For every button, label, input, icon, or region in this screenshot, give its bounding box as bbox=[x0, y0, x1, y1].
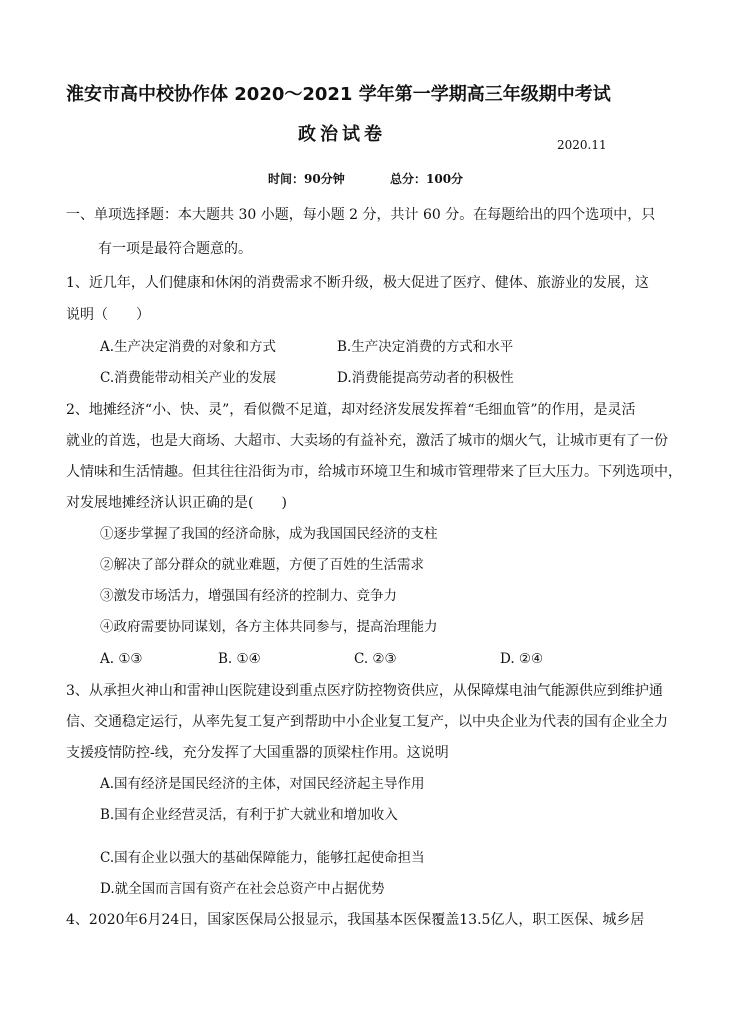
q3-stem-cont-1: 信、交通稳定运行，从率先复工复产到帮助中小企业复工复产，以中央企业为代表的国有企业全力 bbox=[66, 714, 668, 730]
q3-option-c: C.国有企业以强大的基础保障能力，能够扛起使命担当 bbox=[100, 850, 425, 866]
q2-stem: 2、地摊经济“小、快、灵”，看似微不足道，却对经济发展发挥着“毛细血管”的作用，是灵活 bbox=[66, 402, 636, 418]
q1-option-c: C.消费能带动相关产业的发展 bbox=[100, 370, 277, 386]
q2-statement-3: ③激发市场活力，增强国有经济的控制力、竞争力 bbox=[100, 588, 397, 604]
q2-option-a: A. ①③ bbox=[100, 651, 143, 667]
q3-option-a: A.国有经济是国民经济的主体，对国民经济起主导作用 bbox=[100, 776, 425, 792]
q3-stem: 3、从承担火神山和雷神山医院建设到重点医疗防控物资供应，从保障煤电油气能源供应到维护通 bbox=[66, 683, 663, 699]
q3-option-b: B.国有企业经营灵活，有利于扩大就业和增加收入 bbox=[100, 807, 398, 823]
q2-stem-cont-3: 对发展地摊经济认识正确的是( ) bbox=[66, 495, 287, 511]
q2-option-d: D. ②④ bbox=[500, 651, 544, 667]
q2-statement-2: ②解决了部分群众的就业难题，方便了百姓的生活需求 bbox=[100, 557, 424, 573]
q3-option-d: D.就全国而言国有资产在社会总资产中占据优势 bbox=[100, 881, 385, 897]
section-instruction-cont: 有一项是最符合题意的。 bbox=[98, 241, 252, 257]
section-instruction: 一、单项选择题：本大题共 30 小题，每小题 2 分，共计 60 分。在每题给出的四个选项中，只 bbox=[66, 207, 656, 223]
exam-total-score: 总分：100分 bbox=[390, 172, 464, 186]
exam-time: 时间：90分钟 bbox=[268, 172, 345, 186]
q2-option-c: C. ②③ bbox=[354, 651, 397, 667]
q1-stem: 1、近几年，人们健康和休闲的消费需求不断升级，极大促进了医疗、健体、旅游业的发展，这 bbox=[66, 275, 649, 291]
q2-stem-cont-1: 就业的首选，也是大商场、大超市、大卖场的有益补充，激活了城市的烟火气，让城市更有了一份 bbox=[66, 433, 668, 449]
q4-stem: 4、2020年6月24日，国家医保局公报显示，我国基本医保覆盖13.5亿人，职工医保、城乡居 bbox=[66, 912, 645, 928]
q2-option-b: B. ①④ bbox=[218, 651, 261, 667]
exam-title: 淮安市高中校协作体 2020～2021 学年第一学期高三年级期中考试 bbox=[66, 84, 611, 105]
q1-option-d: D.消费能提高劳动者的积极性 bbox=[337, 370, 514, 386]
q1-option-a: A.生产决定消费的对象和方式 bbox=[100, 339, 277, 355]
q2-stem-cont-2: 人情味和生活情趣。但其往往沿街为市，给城市环境卫生和城市管理带来了巨大压力。下列选项中， bbox=[66, 464, 682, 480]
q3-stem-cont-2: 支援疫情防控-线，充分发挥了大国重器的顶梁柱作用。这说明 bbox=[66, 745, 449, 761]
exam-date: 2020.11 bbox=[557, 138, 607, 152]
q1-stem-cont: 说明（ ） bbox=[66, 307, 150, 323]
q1-option-b: B.生产决定消费的方式和水平 bbox=[337, 339, 514, 355]
q2-statement-4: ④政府需要协同谋划，各方主体共同参与，提高治理能力 bbox=[100, 619, 438, 635]
q2-statement-1: ①逐步掌握了我国的经济命脉，成为我国国民经济的支柱 bbox=[100, 526, 438, 542]
exam-subtitle: 政治试卷 bbox=[298, 124, 386, 145]
